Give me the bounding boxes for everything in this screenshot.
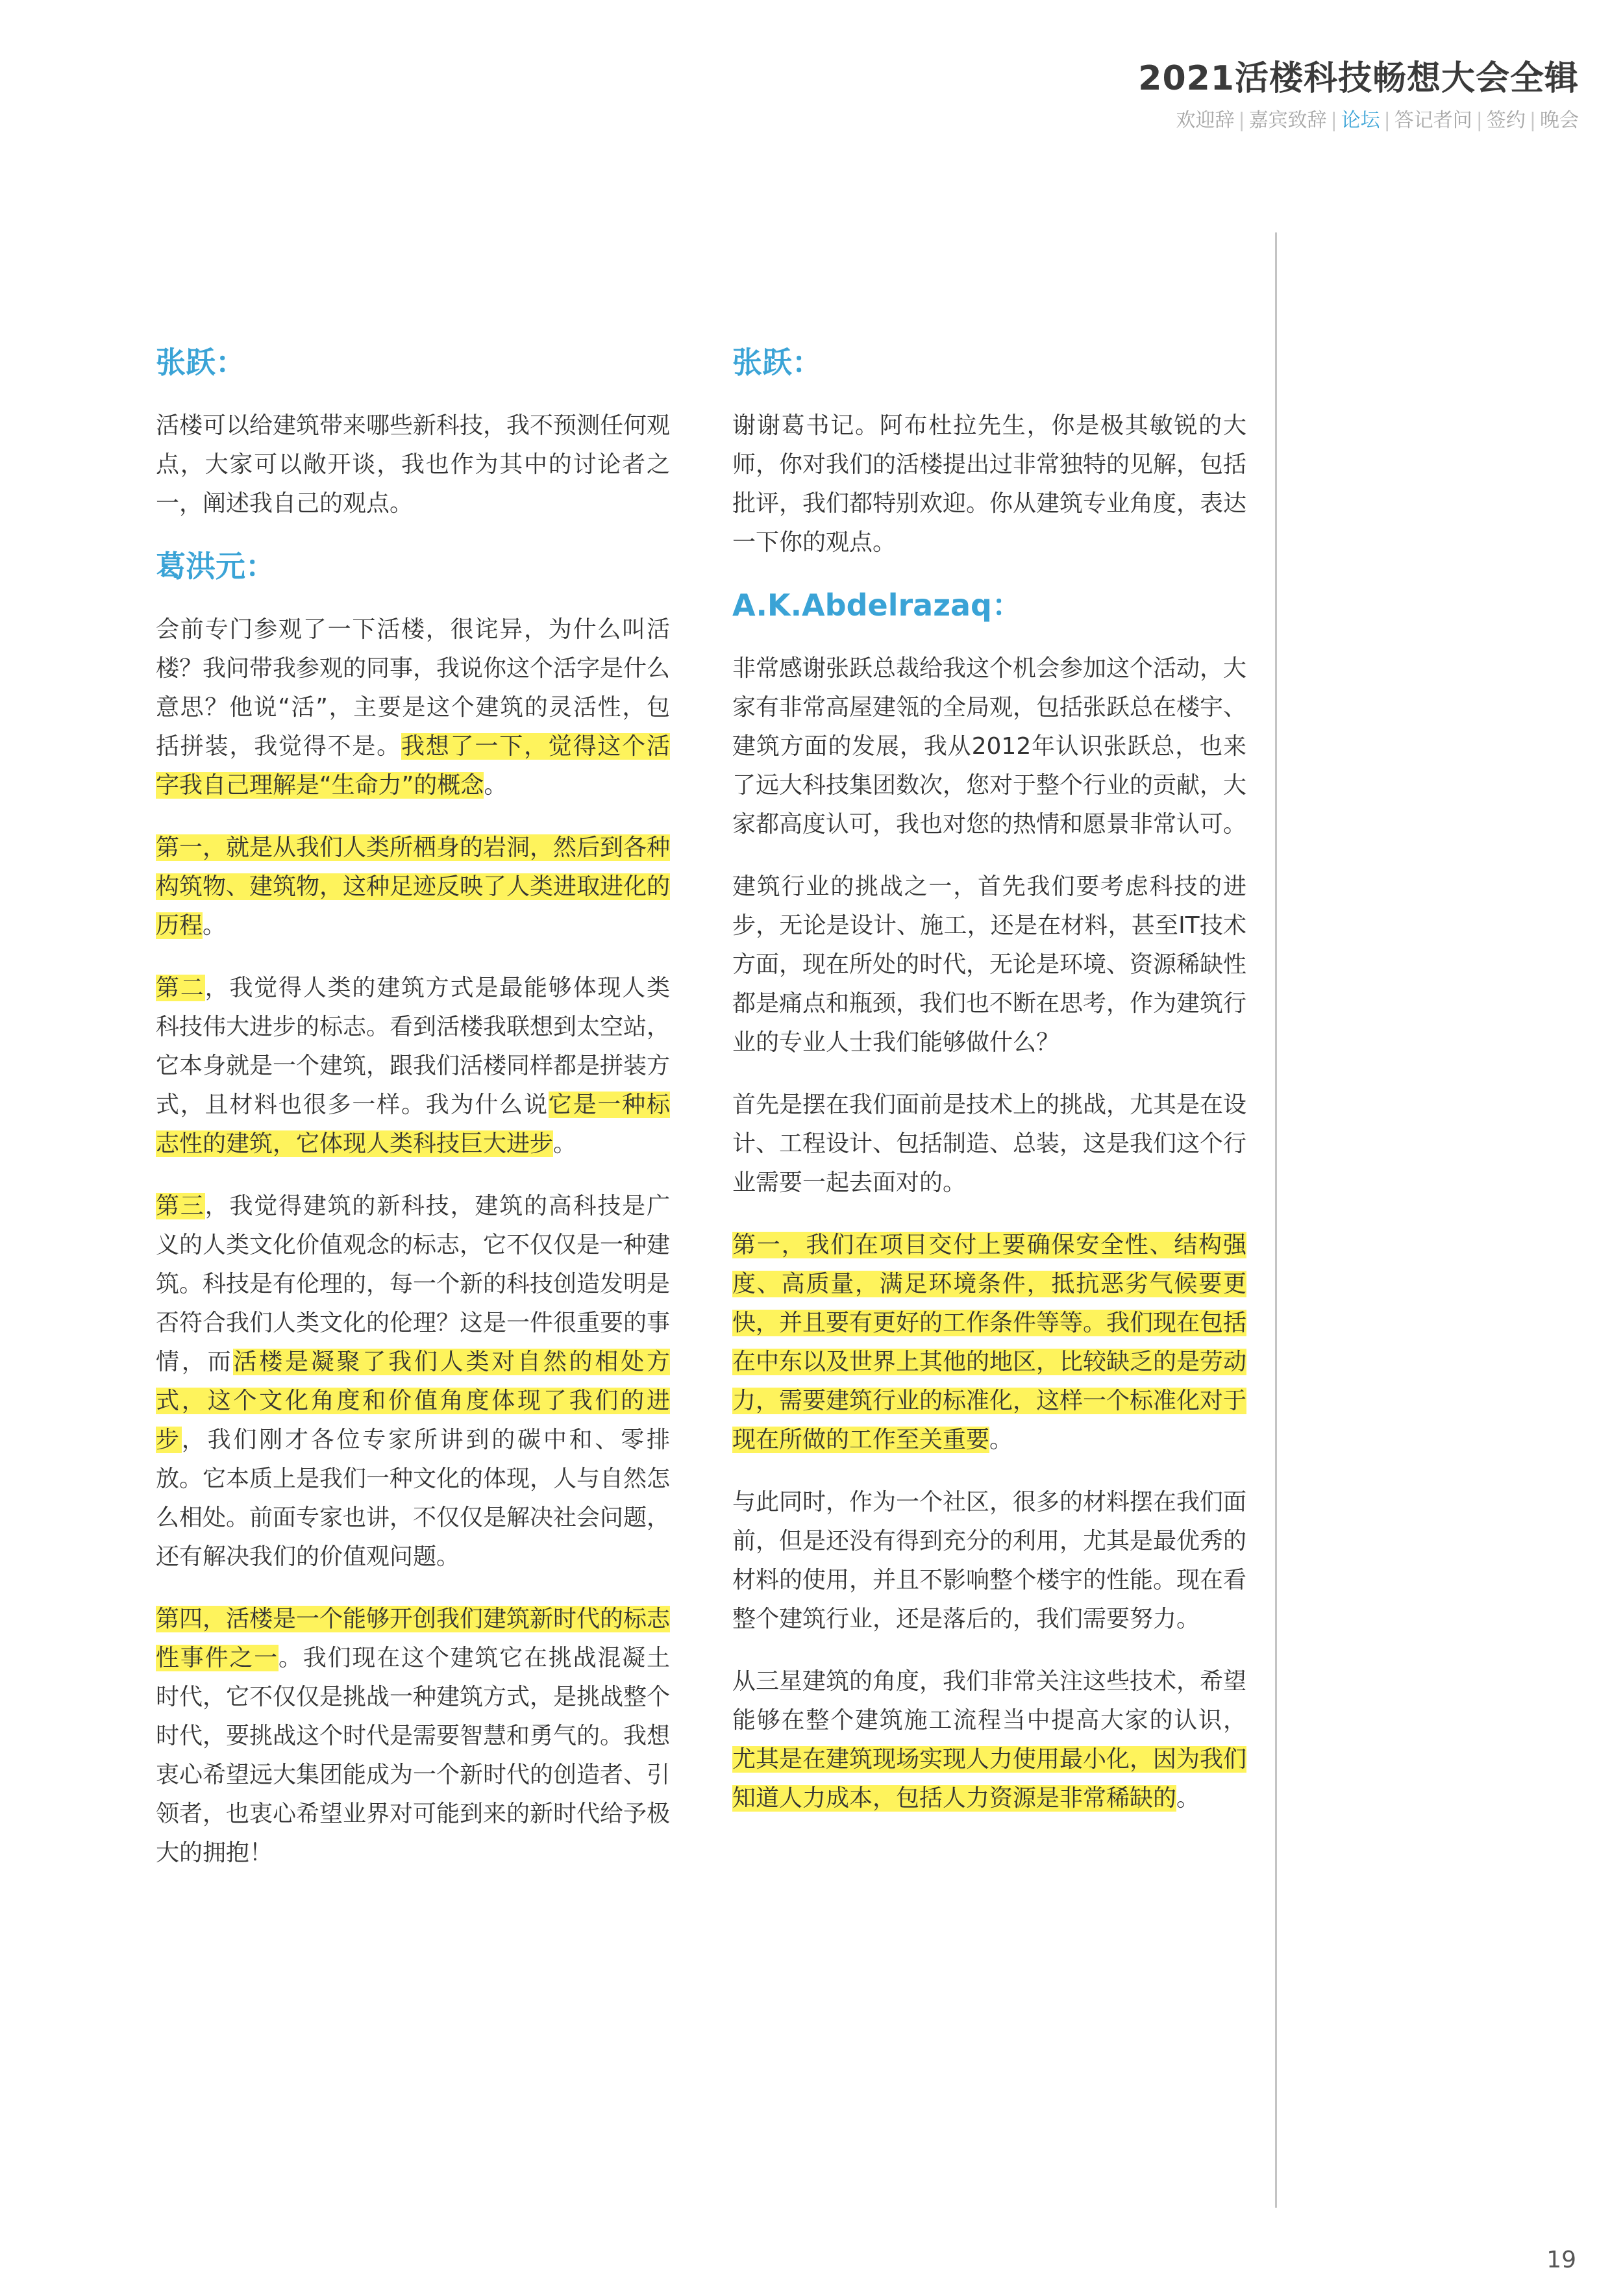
paragraph	[156, 969, 670, 1164]
paragraph-text: 会前专门参观了一下活楼，很诧异，为什么叫活楼？我问带我参观的同事，我说你这个活字是什么意思？他说“活”，主要是这个建筑的灵活性，包括拼装，我觉得不是。	[156, 616, 671, 760]
highlighted-text: 第一，就是从我们人类所栖身的岩洞，然后到各种构筑物、建筑物，这种足迹反映了人类进取进化的历程	[156, 834, 671, 939]
paragraph: 建筑行业的挑战之一，首先我们要考虑科技的进步，无论是设计、施工，还是在材料，甚至IT技术方面，现在所处的时代，无论是环境、资源稀缺性都是痛点和瓶颈，我们也不断在思考，作为建筑行业的专业人士我们能够做什么？	[732, 873, 1247, 1056]
paragraph-text: ，我觉得建筑的新科技，建筑的高科技是广义的人类文化价值观念的标志，它不仅仅是一种建筑。科技是有伦理的，每一个新的科技创造发明是否符合我们人类文化的伦理？这是一件很重要的事情，而	[156, 1193, 671, 1375]
section-nav	[1176, 104, 1579, 132]
left-column	[156, 343, 670, 1896]
nav-item-welcome[interactable]: 欢迎辞	[1176, 109, 1235, 132]
nav-separator: |	[1383, 109, 1391, 132]
speaker-name: 葛洪元：	[156, 549, 275, 584]
paragraph: 首先是摆在我们面前是技术上的挑战，尤其是在设计、工程设计、包括制造、总装，这是我们这个行业需要一起去面对的。	[732, 1092, 1247, 1196]
nav-item-signing[interactable]: 签约	[1486, 109, 1526, 132]
document-title: 2021活楼科技畅想大会全辑	[1138, 59, 1579, 98]
paragraph-text: ，我们刚才各位专家所讲到的碳中和、零排放。它本质上是我们一种文化的体现，人与自然怎么相处。前面专家也讲，不仅仅是解决社会问题，还有解决我们的价值观问题。	[156, 1427, 671, 1570]
nav-item-forum[interactable]: 论坛	[1341, 109, 1380, 132]
paragraph-text: 。	[484, 772, 508, 799]
paragraph: 与此同时，作为一个社区，很多的材料摆在我们面前，但是还没有得到充分的利用，尤其是最优秀的材料的使用，并且不影响整个楼宇的性能。现在看整个建筑行业，还是落后的，我们需要努力。	[732, 1489, 1247, 1632]
paragraph-text: ，我觉得人类的建筑方式是最能够体现人类科技伟大进步的标志。看到活楼我联想到太空站，它本身就是一个建筑，跟我们活楼同样都是拼装方式，且材料也很多一样。我为什么说	[156, 975, 671, 1118]
paragraph: 谢谢葛书记。阿布杜拉先生，你是极其敏锐的大师，你对我们的活楼提出过非常独特的见解，包括批评，我们都特别欢迎。你从建筑专业角度，表达一下你的观点。	[732, 412, 1247, 556]
paragraph	[156, 610, 670, 805]
margin-divider-line	[1275, 232, 1277, 2208]
paragraph	[156, 1187, 670, 1577]
highlighted-text: 第四，活楼是一个能够开创我们建筑新时代的标志性事件之一	[156, 1606, 671, 1671]
highlighted-text: 第二	[156, 975, 205, 1001]
highlighted-text: 活楼是凝聚了我们人类对自然的相处方式，这个文化角度和价值角度体现了我们的进步	[156, 1349, 670, 1453]
paragraph-text: 。	[989, 1427, 1013, 1453]
nav-item-gala[interactable]: 晚会	[1540, 109, 1579, 132]
paragraph-text: 。	[203, 912, 227, 939]
paragraph-text: 。我们现在这个建筑它在挑战混凝土时代，它不仅仅是挑战一种建筑方式，是挑战整个时代，要挑战这个时代是需要智慧和勇气的。我想衷心希望远大集团能成为一个新时代的创造者、引领者，也衷心希望业界对可能到来的新时代给予极大的拥抱！	[156, 1645, 671, 1866]
paragraph	[732, 1662, 1246, 1818]
nav-item-guest-speech[interactable]: 嘉宾致辞	[1248, 109, 1327, 132]
highlighted-text: 第一，我们在项目交付上要确保安全性、结构强度、高质量，满足环境条件，抵抗恶劣气候要更快，并且要有更好的工作条件等等。我们现在包括在中东以及世界上其他的地区，比较缺乏的是劳动力，需要建筑行业的标准化，这样一个标准化对于现在所做的工作至关重要	[732, 1232, 1247, 1453]
right-column	[732, 343, 1246, 1841]
page-number: 19	[1546, 2247, 1576, 2273]
paragraph-text: 。	[1176, 1785, 1200, 1812]
nav-separator: |	[1476, 109, 1483, 132]
paragraph-text: 。	[553, 1130, 577, 1157]
highlighted-text: 我想了一下，觉得这个活字我自己理解是“生命力”的概念	[156, 733, 670, 799]
paragraph: 非常感谢张跃总裁给我这个机会参加这个活动，大家有非常高屋建瓴的全局观，包括张跃总在楼宇、建筑方面的发展，我从2012年认识张跃总，也来了远大科技集团数次，您对于整个行业的贡献，大家都高度认可，我也对您的热情和愿景非常认可。	[732, 655, 1247, 838]
paragraph	[732, 1226, 1246, 1460]
paragraph-text: 从三星建筑的角度，我们非常关注这些技术，希望能够在整个建筑施工流程当中提高大家的认识，	[732, 1668, 1247, 1734]
speaker-name: 张跃：	[732, 345, 822, 380]
nav-separator: |	[1238, 109, 1245, 132]
nav-separator: |	[1529, 109, 1536, 132]
paragraph	[156, 829, 670, 945]
highlighted-text: 它是一种标志性的建筑，它体现人类科技巨大进步	[156, 1092, 670, 1157]
paragraph	[156, 1600, 670, 1873]
paragraph: 活楼可以给建筑带来哪些新科技，我不预测任何观点，大家可以敞开谈，我也作为其中的讨论者之一，阐述我自己的观点。	[156, 412, 671, 517]
nav-separator: |	[1330, 109, 1337, 132]
nav-item-press-qa[interactable]: 答记者问	[1394, 109, 1472, 132]
highlighted-text: 第三	[156, 1193, 205, 1219]
speaker-name: A.K.Abdelrazaq：	[732, 588, 1022, 623]
speaker-name: 张跃：	[156, 345, 245, 380]
highlighted-text: 尤其是在建筑现场实现人力使用最小化，因为我们知道人力成本，包括人力资源是非常稀缺的	[732, 1746, 1247, 1812]
